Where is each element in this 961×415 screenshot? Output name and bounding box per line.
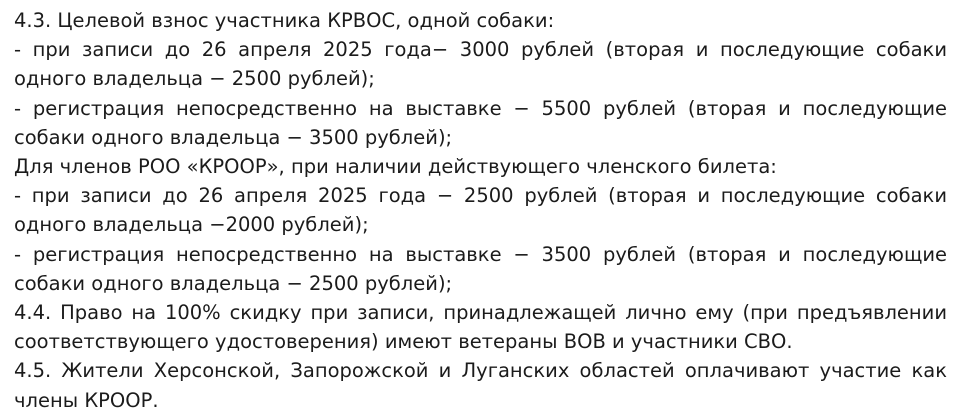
paragraph-members-item-2: - регистрация непосредственно на выставке − 3500 рублей (вторая и последующие собаки одного владельца − 2500 рублей); xyxy=(14,242,947,295)
paragraph-clause-4-3-heading: 4.3. Целевой взнос участника КРВОС, одной собаки: xyxy=(14,9,555,32)
paragraph-members-item-1: - при записи до 26 апреля 2025 года − 2500 рублей (вторая и последующие собаки одного владельца −2000 рублей); xyxy=(14,184,947,237)
paragraph-clause-4-4: 4.4. Право на 100% скидку при записи, принадлежащей лично ему (при предъявлении соответствующего удостоверения) имеют ветераны ВОВ и участники СВО. xyxy=(14,301,947,354)
document-body xyxy=(14,6,947,415)
paragraph-clause-4-3-item-2: - регистрация непосредственно на выставке − 5500 рублей (вторая и последующие собаки одного владельца − 3500 рублей); xyxy=(14,96,947,149)
paragraph-members-heading: Для членов РОО «КРООР», при наличии действующего членского билета: xyxy=(14,155,777,179)
paragraph-clause-4-3-item-1: - при записи до 26 апреля 2025 года− 3000 рублей (вторая и последующие собаки одного владельца − 2500 рублей); xyxy=(14,38,947,91)
paragraph-clause-4-5: 4.5. Жители Херсонской, Запорожской и Луганских областей оплачивают участие как члены КРООР. xyxy=(14,359,947,412)
